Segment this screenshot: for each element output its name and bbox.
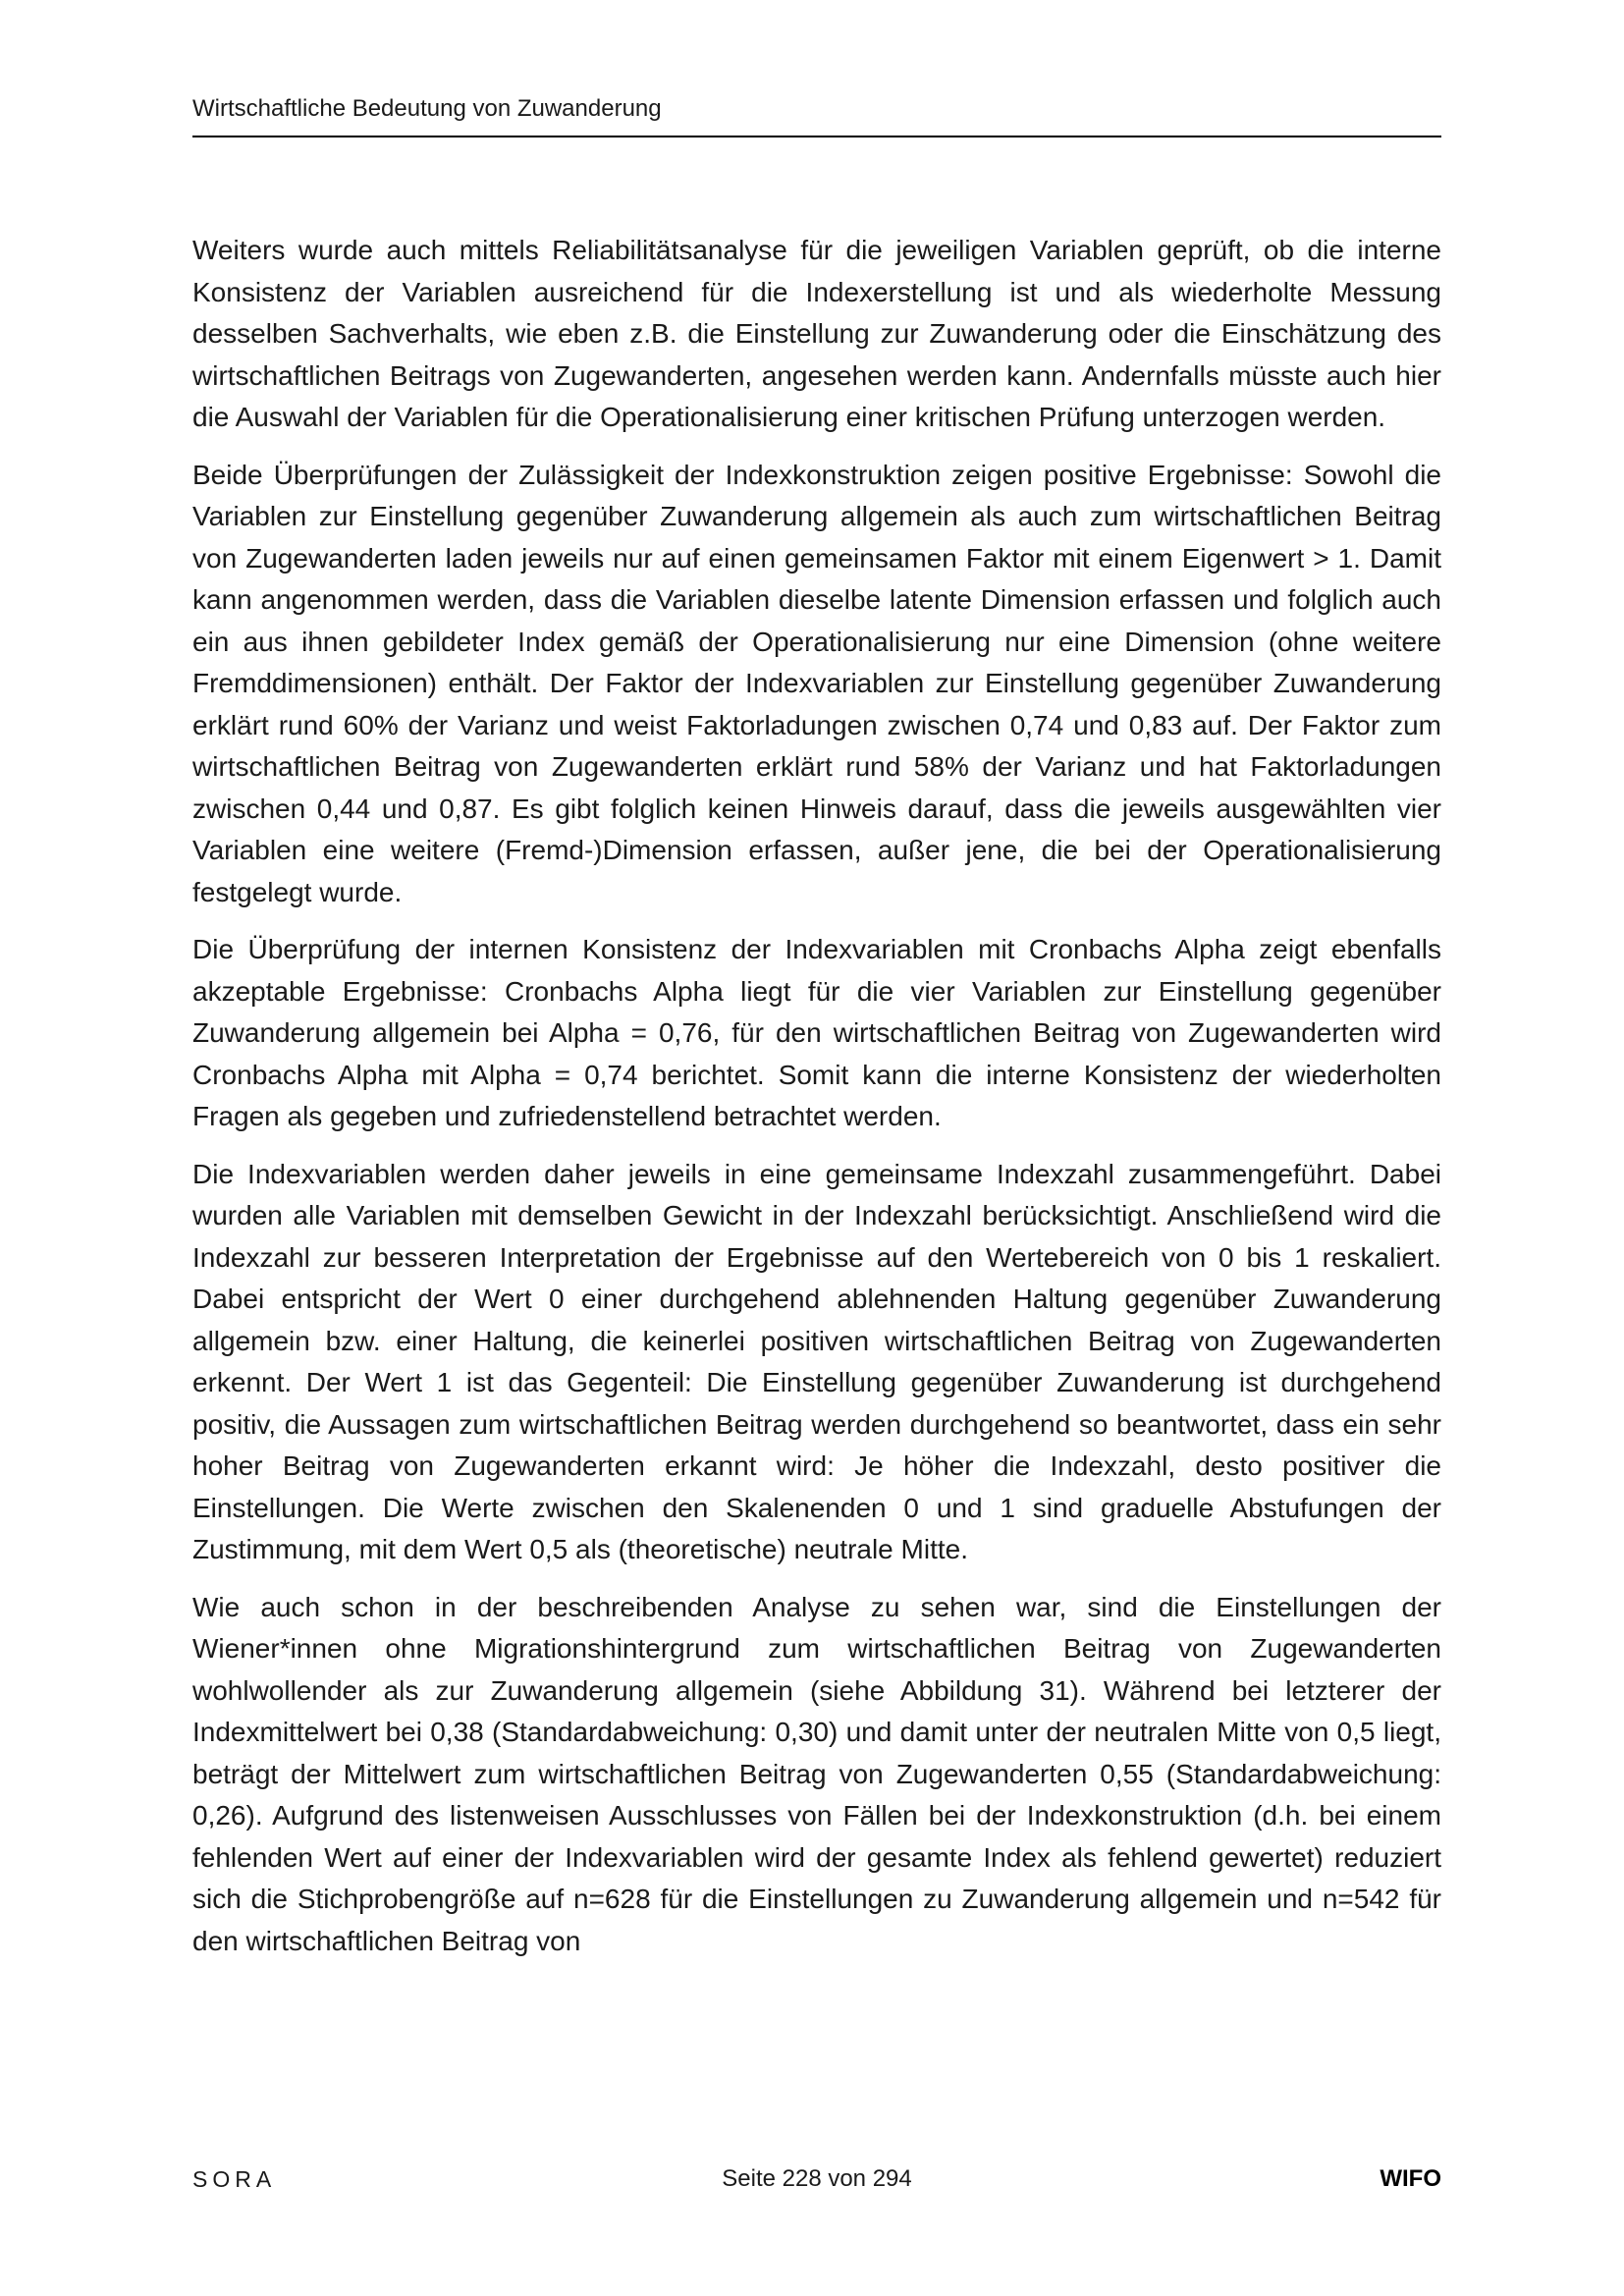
page-header <box>192 94 1441 137</box>
paragraph: Weiters wurde auch mittels Reliabilitätsanalyse für die jeweiligen Variablen geprüft, ob die interne Konsistenz der Variablen ausreichend für die Indexerstellung ist und als wiederholte Messung desselben Sachverhalts, wie eben z.B. die Einstellung zur Zuwanderung oder die Einschätzung des wirtschaftlichen Beitrags von Zugewanderten, angesehen werden kann. Andernfalls müsste auch hier die Auswahl der Variablen für die Operationalisierung einer kritischen Prüfung unterzogen werden. <box>192 235 1441 432</box>
body-text <box>192 230 1441 1978</box>
paragraph: Die Überprüfung der internen Konsistenz der Indexvariablen mit Cronbachs Alpha zeigt ebenfalls akzeptable Ergebnisse: Cronbachs Alpha liegt für die vier Variablen zur Einstellung gegenüber Zuwanderung allgemein bei Alpha = 0,76, für den wirtschaftlichen Beitrag von Zugewanderten wird Cronbachs Alpha mit Alpha = 0,74 berichtet. Somit kann die interne Konsistenz der wiederholten Fragen als gegeben und zufriedenstellend betrachtet werden. <box>192 934 1441 1131</box>
paragraph: Die Indexvariablen werden daher jeweils in eine gemeinsame Indexzahl zusammengeführt. Dabei wurden alle Variablen mit demselben Gewicht in der Indexzahl berücksichtigt. Anschließend wird die Indexzahl zur besseren Interpretation der Ergebnisse auf den Wertebereich von 0 bis 1 reskaliert. Dabei entspricht der Wert 0 einer durchgehend ablehnenden Haltung gegenüber Zuwanderung allgemein bzw. einer Haltung, die keinerlei positiven wirtschaftlichen Beitrag von Zugewanderten erkennt. Der Wert 1 ist das Gegenteil: Die Einstellung gegenüber Zuwanderung ist durchgehend positiv, die Aussagen zum wirtschaftlichen Beitrag werden durchgehend so beantwortet, dass ein sehr hoher Beitrag von Zugewanderten erkannt wird: Je höher die Indexzahl, desto positiver die Einstellungen. Die Werte zwischen den Skalenenden 0 und 1 sind graduelle Abstufungen der Zustimmung, mit dem Wert 0,5 als (theoretische) neutrale Mitte. <box>192 1158 1441 1564</box>
sora-logo: SORA <box>192 2166 277 2192</box>
wifo-logo: WIFO <box>1380 2165 1441 2192</box>
page-number: Seite 228 von 294 <box>722 2165 912 2192</box>
paragraph: Wie auch schon in der beschreibenden Analyse zu sehen war, sind die Einstellungen der Wiener*innen ohne Migrationshintergrund zum wirtschaftlichen Beitrag von Zugewanderten wohlwollender als zur Zuwanderung allgemein (siehe Abbildung 31). Während bei letzterer der Indexmittelwert bei 0,38 (Standardabweichung: 0,30) und damit unter der neutralen Mitte von 0,5 liegt, beträgt der Mittelwert zum wirtschaftlichen Beitrag von Zugewanderten 0,55 (Standardabweichung: 0,26). Aufgrund des listenweisen Ausschlusses von Fällen bei der Indexkonstruktion (d.h. bei einem fehlenden Wert auf einer der Indexvariablen wird der gesamte Index als fehlend gewertet) reduziert sich die Stichprobengröße auf n=628 für die Einstellungen zu Zuwanderung allgemein und n=542 für den wirtschaftlichen Beitrag von <box>192 1591 1441 1956</box>
paragraph: Beide Überprüfungen der Zulässigkeit der Indexkonstruktion zeigen positive Ergebnisse: Sowohl die Variablen zur Einstellung gegenüber Zuwanderung allgemein als auch zum wirtschaftlichen Beitrag von Zugewanderten laden jeweils nur auf einen gemeinsamen Faktor mit einem Eigenwert > 1. Damit kann angenommen werden, dass die Variablen dieselbe latente Dimension erfassen und folglich auch ein aus ihnen gebildeter Index gemäß der Operationalisierung nur eine Dimension (ohne weitere Fremddimensionen) enthält. Der Faktor der Indexvariablen zur Einstellung gegenüber Zuwanderung erklärt rund 60% der Varianz und weist Faktorladungen zwischen 0,74 und 0,83 auf. Der Faktor zum wirtschaftlichen Beitrag von Zugewanderten erklärt rund 58% der Varianz und hat Faktorladungen zwischen 0,44 und 0,87. Es gibt folglich keinen Hinweis darauf, dass die jeweils ausgewählten vier Variablen eine weitere (Fremd-)Dimension erfassen, außer jene, die bei der Operationalisierung festgelegt wurde. <box>192 459 1441 907</box>
page-footer <box>192 2164 1441 2198</box>
running-title: Wirtschaftliche Bedeutung von Zuwanderung <box>192 95 662 122</box>
